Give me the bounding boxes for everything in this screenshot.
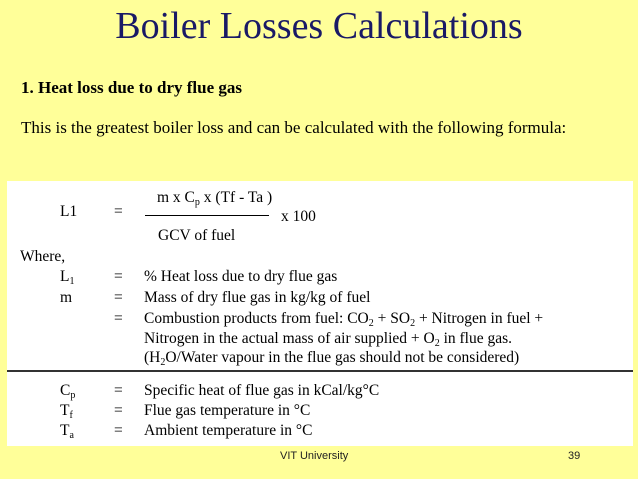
def-equals: = [114, 402, 123, 419]
def-symbol: $L_1$ [60, 268, 75, 287]
formula-equals: = [114, 203, 123, 220]
def-text: Mass of dry flue gas in kg/kg of fuel [144, 289, 371, 306]
def-text: % Heat loss due to dry flue gas [144, 268, 338, 285]
footer-university: VIT University [280, 450, 349, 462]
formula-denominator: GCV of fuel [158, 227, 236, 244]
def-text: Flue gas temperature in °C [144, 402, 311, 419]
def-symbol: m [60, 289, 73, 306]
footer-page-number: 39 [568, 450, 581, 462]
def-equals: = [114, 382, 123, 399]
section-heading: 1. Heat loss due to dry flue gas [21, 78, 242, 97]
def-text: Combustion products from fuel: $CO_2 + SO_2$ + Nitrogen in fuel + [144, 310, 544, 329]
def-equals: = [114, 310, 123, 327]
divider-line [7, 370, 633, 372]
def-symbol: $C_p$ [60, 382, 76, 401]
formula-multiplier: x 100 [281, 208, 316, 225]
fraction-bar [145, 215, 269, 216]
where-label: Where, [20, 248, 66, 265]
formula-lhs: L1 [60, 203, 78, 220]
def-text: Ambient temperature in °C [144, 422, 313, 439]
def-text-note: ($H_2O$/Water vapour in the flue gas should not be considered) [144, 349, 520, 368]
slide-title: Boiler Losses Calculations [115, 5, 523, 47]
intro-text: This is the greatest boiler loss and can be calculated with the following formula: [21, 118, 567, 137]
def-equals: = [114, 289, 123, 306]
def-symbol: $T_f$ [60, 402, 73, 421]
def-equals: = [114, 422, 123, 439]
formula-numerator: m x $C_p$ x (Tf - Ta ) [157, 189, 273, 208]
def-symbol: $T_a$ [60, 422, 74, 441]
def-text-continued: Nitrogen in the actual mass of air supplied + $O_2$ in flue gas. [144, 330, 513, 349]
def-text: Specific heat of flue gas in kCal/kg°C [144, 382, 380, 399]
def-equals: = [114, 268, 123, 285]
